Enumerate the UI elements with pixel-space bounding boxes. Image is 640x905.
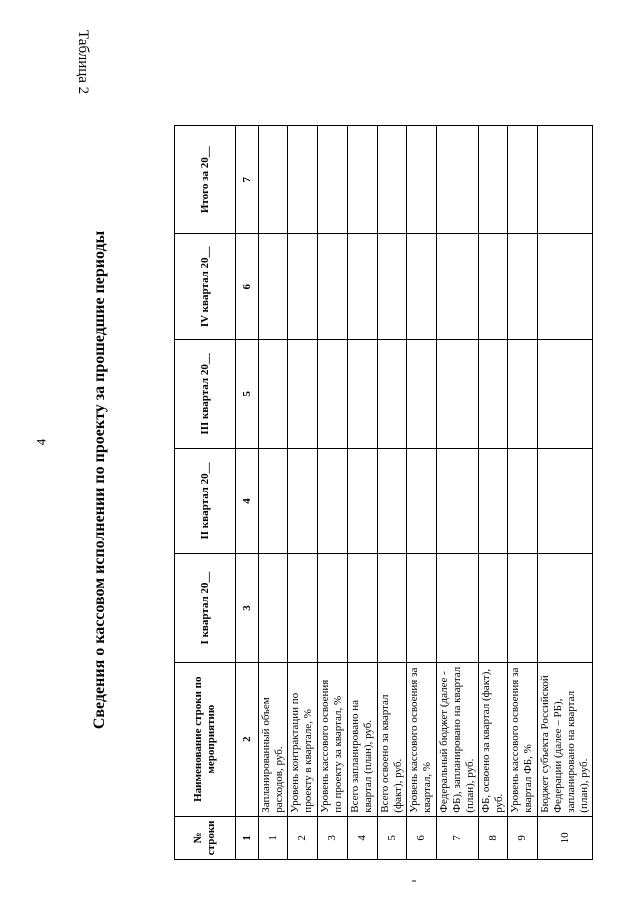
header-q2: II квартал 20__ — [175, 448, 236, 554]
q3-cell[interactable] — [479, 340, 508, 448]
row-number-cell: 5 — [378, 816, 407, 859]
q1-cell[interactable] — [508, 554, 538, 662]
document-title: Сведения о кассовом исполнении по проекту за прошедшие периоды — [91, 230, 108, 730]
total-cell[interactable] — [288, 126, 318, 234]
total-cell[interactable] — [479, 126, 508, 234]
q1-cell[interactable] — [259, 554, 288, 662]
scan-artifact — [412, 880, 416, 882]
column-number: 6 — [236, 234, 259, 340]
total-cell[interactable] — [538, 126, 593, 234]
q1-cell[interactable] — [407, 554, 437, 662]
table-row — [437, 126, 479, 860]
row-number-cell: 6 — [407, 816, 437, 859]
row-name-cell: Бюджет субъекта Российской Федерации (далее – РБ), запланировано на квартал (план), руб. — [538, 662, 593, 816]
q2-cell[interactable] — [538, 448, 593, 554]
total-cell[interactable] — [378, 126, 407, 234]
q3-cell[interactable] — [378, 340, 407, 448]
table-body — [259, 126, 593, 860]
header-row-number: № строки — [175, 816, 236, 859]
row-number-cell: 1 — [259, 816, 288, 859]
row-name-cell: Уровень кассового освоения за квартал ФБ, % — [508, 662, 538, 816]
table-row — [479, 126, 508, 860]
q2-cell[interactable] — [407, 448, 437, 554]
q4-cell[interactable] — [437, 234, 479, 340]
header-q4: IV квартал 20__ — [175, 234, 236, 340]
row-name-cell: Всего освоено за квартал (факт), руб. — [378, 662, 407, 816]
column-number-row — [236, 126, 259, 860]
row-name-cell: Федеральный бюджет (далее - ФБ), запланировано на квартал (план), руб. — [437, 662, 479, 816]
row-name-cell: Уровень кассового освоения за квартал, % — [407, 662, 437, 816]
row-name-cell: Уровень контрактации по проекту в квартале, % — [288, 662, 318, 816]
total-cell[interactable] — [348, 126, 378, 234]
row-number-cell: 3 — [318, 816, 348, 859]
q1-cell[interactable] — [378, 554, 407, 662]
header-total: Итого за 20__ — [175, 126, 236, 234]
total-cell[interactable] — [407, 126, 437, 234]
q1-cell[interactable] — [348, 554, 378, 662]
q3-cell[interactable] — [348, 340, 378, 448]
q4-cell[interactable] — [479, 234, 508, 340]
table-row — [259, 126, 288, 860]
total-cell[interactable] — [318, 126, 348, 234]
execution-table — [174, 125, 593, 860]
q4-cell[interactable] — [538, 234, 593, 340]
row-number-cell: 4 — [348, 816, 378, 859]
q3-cell[interactable] — [538, 340, 593, 448]
q4-cell[interactable] — [407, 234, 437, 340]
q1-cell[interactable] — [538, 554, 593, 662]
row-number-cell: 8 — [479, 816, 508, 859]
page-number: 4 — [33, 438, 49, 446]
column-number: 1 — [236, 816, 259, 859]
q4-cell[interactable] — [259, 234, 288, 340]
q2-cell[interactable] — [479, 448, 508, 554]
q1-cell[interactable] — [318, 554, 348, 662]
row-name-cell: ФБ, освоено за квартал (факт), руб. — [479, 662, 508, 816]
q3-cell[interactable] — [508, 340, 538, 448]
q2-cell[interactable] — [508, 448, 538, 554]
header-row-name: Наименование строки по мероприятию — [175, 662, 236, 816]
row-name-cell: Всего запланировано на квартал (план), руб. — [348, 662, 378, 816]
table-row — [538, 126, 593, 860]
column-number: 5 — [236, 340, 259, 448]
table-row — [407, 126, 437, 860]
table-row — [318, 126, 348, 860]
q4-cell[interactable] — [378, 234, 407, 340]
q4-cell[interactable] — [288, 234, 318, 340]
q3-cell[interactable] — [437, 340, 479, 448]
q1-cell[interactable] — [288, 554, 318, 662]
q3-cell[interactable] — [259, 340, 288, 448]
column-number: 4 — [236, 448, 259, 554]
table-row — [288, 126, 318, 860]
row-number-cell: 2 — [288, 816, 318, 859]
q1-cell[interactable] — [437, 554, 479, 662]
table-row — [348, 126, 378, 860]
total-cell[interactable] — [508, 126, 538, 234]
q3-cell[interactable] — [318, 340, 348, 448]
table-label: Таблица 2 — [75, 30, 91, 95]
row-name-cell: Уровень кассового освоения по проекту за квартал, % — [318, 662, 348, 816]
q4-cell[interactable] — [508, 234, 538, 340]
column-number: 7 — [236, 126, 259, 234]
total-cell[interactable] — [437, 126, 479, 234]
q3-cell[interactable] — [407, 340, 437, 448]
q1-cell[interactable] — [479, 554, 508, 662]
execution-table-container — [174, 125, 590, 860]
q2-cell[interactable] — [288, 448, 318, 554]
row-number-cell: 10 — [538, 816, 593, 859]
table-row — [378, 126, 407, 860]
q2-cell[interactable] — [437, 448, 479, 554]
column-number: 2 — [236, 662, 259, 816]
q2-cell[interactable] — [348, 448, 378, 554]
q2-cell[interactable] — [378, 448, 407, 554]
column-number: 3 — [236, 554, 259, 662]
row-number-cell: 9 — [508, 816, 538, 859]
table-row — [508, 126, 538, 860]
row-number-cell: 7 — [437, 816, 479, 859]
q2-cell[interactable] — [318, 448, 348, 554]
row-name-cell: Запланированный объем расходов, руб. — [259, 662, 288, 816]
q4-cell[interactable] — [348, 234, 378, 340]
total-cell[interactable] — [259, 126, 288, 234]
q4-cell[interactable] — [318, 234, 348, 340]
q2-cell[interactable] — [259, 448, 288, 554]
table-header-row — [175, 126, 236, 860]
header-q3: III квартал 20__ — [175, 340, 236, 448]
q3-cell[interactable] — [288, 340, 318, 448]
header-q1: I квартал 20__ — [175, 554, 236, 662]
